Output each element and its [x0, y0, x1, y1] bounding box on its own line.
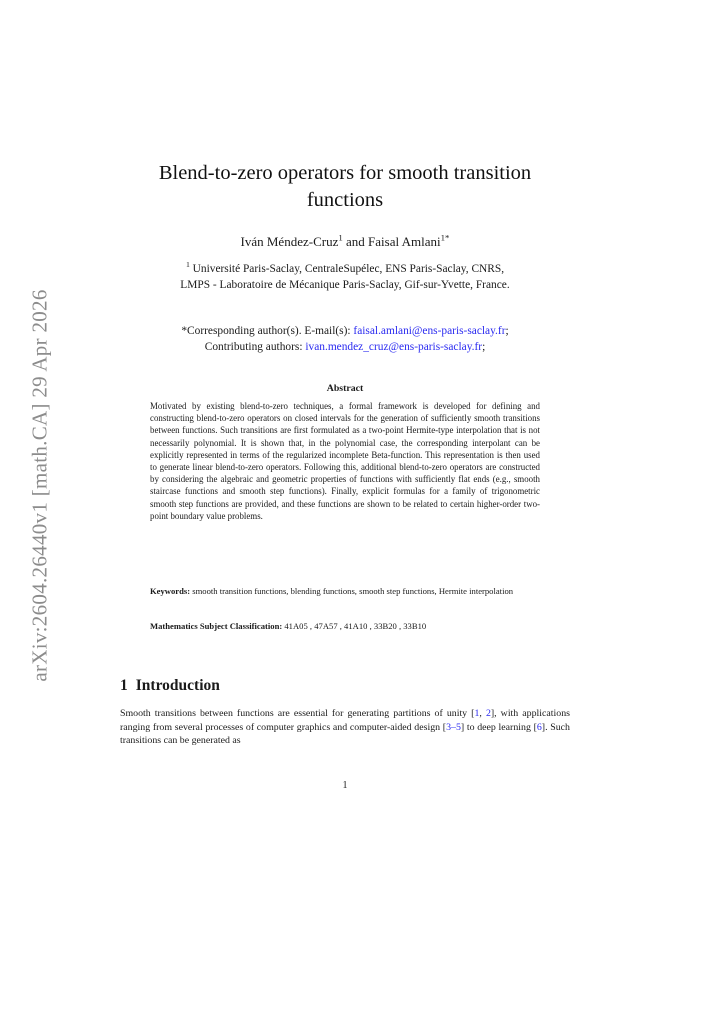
msc-classification [150, 621, 540, 632]
section-title: Introduction [135, 677, 220, 694]
correspondence-block [100, 323, 590, 355]
intro-paragraph [120, 707, 570, 748]
affiliation-line-2: LMPS - Laboratoire de Mécanique Paris-Saclay, Gif-sur-Yvette, France. [180, 279, 510, 291]
citation-link[interactable]: 2 [485, 708, 491, 719]
intro-text-3: ], with applications ranging from several processes of computer graphics and computer-aided design [ [120, 708, 571, 733]
section-number: 1 [120, 677, 128, 694]
abstract-body [150, 400, 540, 522]
contributing-suffix: ; [482, 341, 486, 353]
title-line-1: Blend-to-zero operators for smooth transition [158, 162, 532, 184]
citation-link[interactable]: 1 [474, 708, 480, 719]
intro-text-1: Smooth transitions between functions are essential for generating partitions of unity [ [120, 708, 475, 719]
author-2-name: Faisal Amlani [368, 234, 441, 249]
title-line-2: functions [306, 189, 384, 211]
keywords-text: smooth transition functions, blending functions, smooth step functions, Hermite interpolation [190, 586, 514, 596]
affiliation-line-1: Université Paris-Saclay, CentraleSupélec, ENS Paris-Saclay, CNRS, [192, 263, 505, 275]
affiliation [100, 261, 590, 293]
section-heading [120, 677, 580, 695]
intro-text-2: , [479, 708, 486, 719]
msc-label: Mathematics Subject Classification: [150, 621, 283, 631]
keywords [150, 586, 540, 597]
contributing-label: Contributing authors: [204, 341, 306, 353]
citation-link[interactable]: 6 [536, 721, 542, 733]
author-list [120, 234, 570, 250]
author-1-name: Iván Méndez-Cruz [240, 234, 339, 249]
citation-link[interactable]: 3–5 [446, 721, 461, 733]
abstract-text: Motivated by existing blend-to-zero techniques, a formal framework is developed for defining and constructing blend-to-zero operators on closed intervals for the generation of sufficiently smooth transitions between functions. Such transitions are first formulated as a two-point Hermite-type interpolation that is not necessarily polynomial. It is shown that, in the polynomial case, the corresponding interpolant can be explicitly represented in terms of the regularized incomplete Beta-function. This representation is then used to generate linear blend-to-zero operators. Following this, additional blend-to-zero operators are constructed by considering the algebraic and geometric properties of functions with sufficiently flat ends (e.g., smooth staircase functions and smooth step functions). Finally, explicit formulas for a family of trigonometric smooth step functions are provided, and these functions are shown to be related to certain higher-order two-point boundary value problems. [150, 401, 540, 521]
corresponding-email-link[interactable]: faisal.amlani@ens-paris-saclay.fr [353, 325, 506, 337]
author-conjunction: and [342, 234, 369, 249]
keywords-label: Keywords: [150, 586, 191, 596]
author-2-affil-mark: 1* [440, 232, 450, 243]
corresponding-label: *Corresponding author(s). E-mail(s): [181, 325, 354, 337]
arxiv-stamp [16, 288, 64, 682]
abstract-heading: Abstract [326, 383, 364, 394]
arxiv-stamp-text: arXiv:2604.26440v1 [math.CA] 29 Apr 2026 [27, 288, 52, 682]
intro-text-5: ]. Such transitions can be generated as [120, 721, 570, 747]
intro-text-4: ] to deep learning [ [460, 721, 537, 733]
affiliation-mark: 1 [185, 260, 190, 270]
contributing-email-link[interactable]: ivan.mendez_cruz@ens-paris-saclay.fr [305, 341, 483, 353]
author-1-affil-mark: 1 [338, 232, 343, 243]
page-number: 1 [342, 780, 348, 791]
corresponding-suffix: ; [505, 325, 509, 337]
paper-title [120, 160, 570, 214]
msc-codes: 41A05 , 47A57 , 41A10 , 33B20 , 33B10 [282, 621, 427, 631]
